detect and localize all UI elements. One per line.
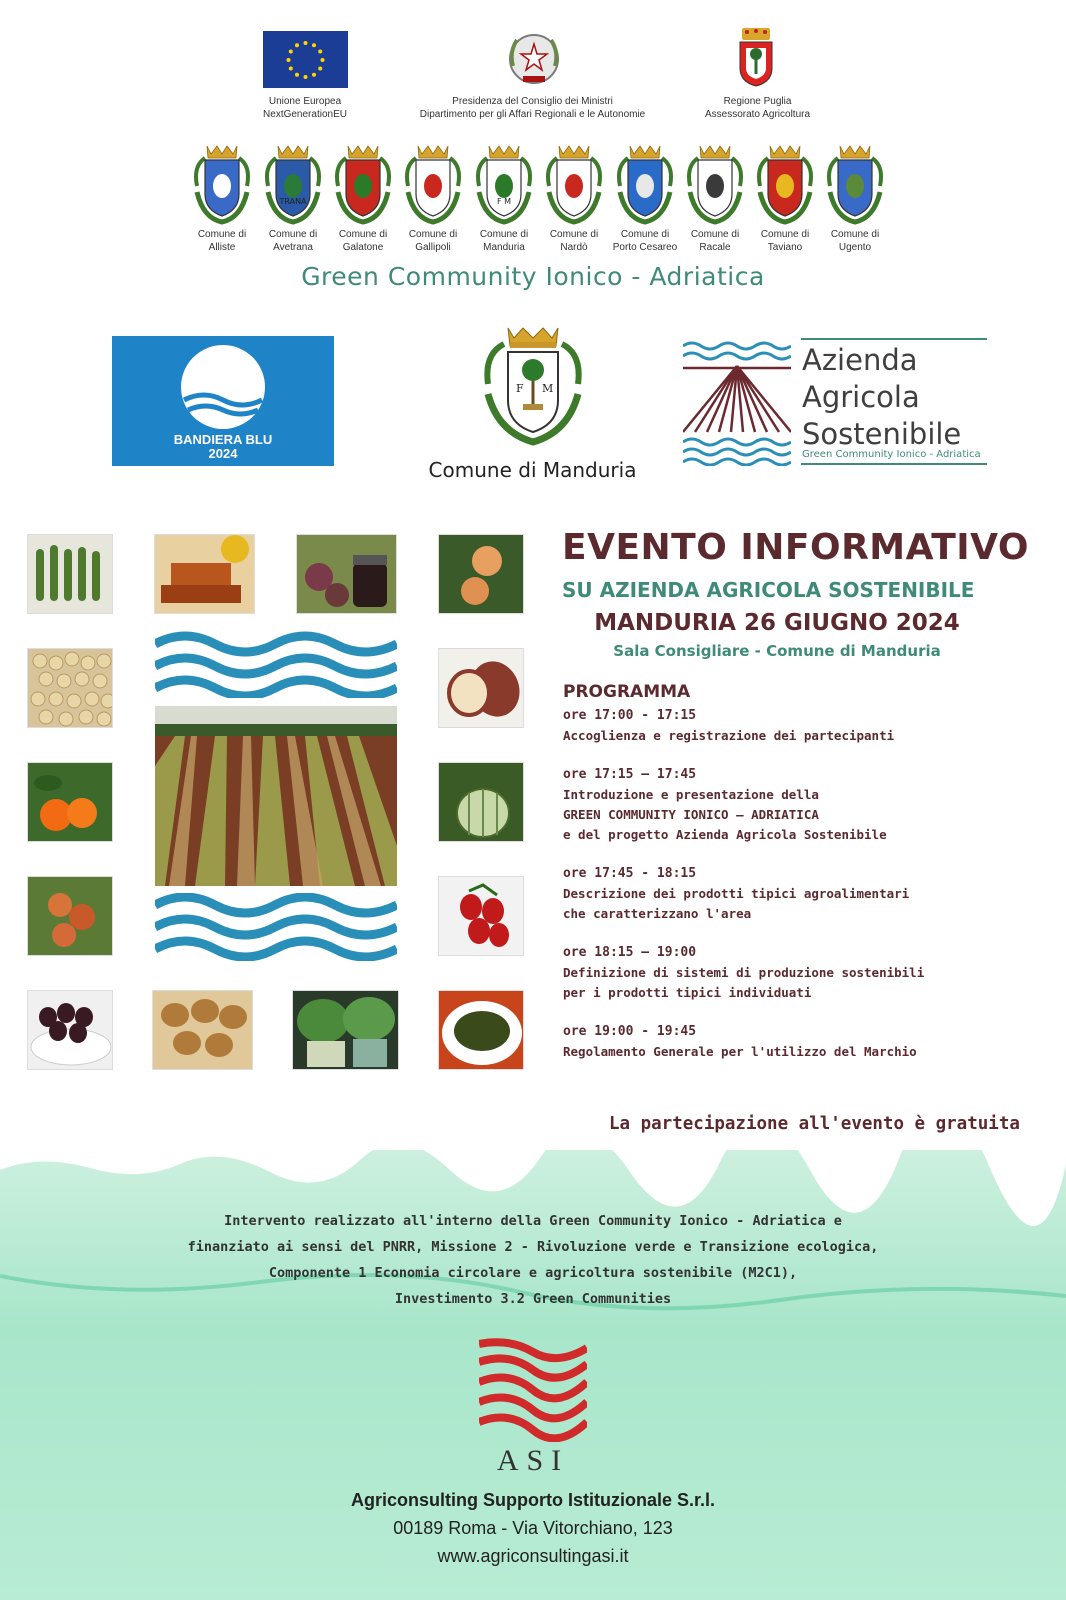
aas-logo-text: [802, 342, 961, 453]
slot-time: ore 17:45 - 18:15: [563, 866, 697, 881]
crest-letter-m: M: [542, 382, 554, 395]
aas-logo-graphic: [683, 338, 791, 466]
comune-crest-6: [610, 142, 680, 254]
center-wave-top: [155, 630, 397, 698]
comune-label: Comune di: [268, 229, 318, 240]
program-slot: [563, 943, 1043, 1003]
crest-icon: [262, 142, 324, 226]
event-subtitle: SU AZIENDA AGRICOLA SOSTENIBILE: [562, 578, 975, 602]
comune-crest-9: [820, 142, 890, 254]
comune-label: Comune di: [690, 229, 740, 240]
pnrr-note: [0, 1208, 1066, 1312]
comune-crest-1: [258, 142, 328, 254]
center-wave-bottom: [155, 893, 397, 961]
photo-figs-jam: [296, 534, 397, 614]
program-slot: [563, 706, 1043, 746]
photo-dried-figs: [152, 990, 253, 1070]
photo-olives: [27, 990, 113, 1070]
comune-crest-4: [469, 142, 539, 254]
comune-caption: [258, 228, 328, 254]
crest-icon: [543, 142, 605, 226]
comune-name: Manduria: [483, 242, 525, 253]
crest-icon: [402, 142, 464, 226]
puglia-crest-icon: [736, 26, 776, 88]
comune-crest-2: [328, 142, 398, 254]
slot-time: ore 19:00 - 19:45: [563, 1024, 697, 1039]
comune-label: Comune di: [620, 229, 670, 240]
center-field-photo: [155, 706, 397, 886]
aas-line2: Agricola: [802, 380, 920, 414]
comune-name: Taviano: [767, 242, 803, 253]
presidenza-caption: [380, 95, 685, 121]
comune-caption: [820, 228, 890, 254]
photo-greens-dish: [438, 990, 524, 1070]
photo-sweet-potato: [438, 648, 524, 728]
aas-line3: Sostenibile: [802, 417, 962, 451]
asi-letters: ASI: [496, 1444, 570, 1477]
bandiera-line1: BANDIERA BLU: [173, 432, 273, 447]
green-community-title: Green Community Ionico - Adriatica: [301, 262, 765, 291]
comune-caption: [328, 228, 398, 254]
aas-logo-divider-top: [801, 338, 987, 340]
photo-apricots: [438, 534, 524, 614]
comune-caption: [680, 228, 750, 254]
slot-line: per i prodotti tipici individuati: [563, 985, 812, 1000]
photo-chickpeas: [27, 648, 113, 728]
comune-label: Comune di: [760, 229, 810, 240]
comune-label: Comune di: [408, 229, 458, 240]
slot-line: Definizione di sistemi di produzione sostenibili: [563, 965, 925, 980]
comune-name: Ugento: [838, 242, 872, 253]
asi-logo-icon: [479, 1338, 587, 1442]
regione-caption-line1: Regione Puglia: [723, 96, 792, 107]
photo-apples: [27, 876, 113, 956]
bandiera-blu-logo: [112, 336, 334, 466]
eu-caption-line2: NextGenerationEU: [263, 109, 347, 120]
program-slot: [563, 1022, 1043, 1062]
pnrr-line: finanziato ai sensi del PNRR, Missione 2 - Rivoluzione verde e Transizione ecologica,: [187, 1239, 879, 1255]
manduria-crest-icon: [478, 324, 588, 452]
crest-icon: [614, 142, 676, 226]
bandiera-wave-icon: [180, 344, 266, 430]
slot-time: ore 17:00 - 17:15: [563, 708, 697, 723]
comune-label: Comune di: [830, 229, 880, 240]
comune-label: Comune di: [549, 229, 599, 240]
slot-line: che caratterizzano l'area: [563, 906, 752, 921]
comune-name: Racale: [699, 242, 731, 253]
pnrr-line: Investimento 3.2 Green Communities: [394, 1291, 672, 1307]
slot-line: e del progetto Azienda Agricola Sostenibile: [563, 827, 887, 842]
crest-icon: [191, 142, 253, 226]
asi-address: 00189 Roma - Via Vitorchiano, 123: [393, 1518, 673, 1538]
bandiera-line2: 2024: [208, 446, 238, 461]
comune-crest-5: [539, 142, 609, 254]
asi-website[interactable]: www.agriconsultingasi.it: [437, 1546, 629, 1566]
photo-vegetables: [292, 990, 399, 1070]
aas-logo-divider-bottom: [801, 463, 987, 465]
asi-company-name: Agriconsulting Supporto Istituzionale S.r.l.: [350, 1490, 715, 1510]
comune-crest-7: [680, 142, 750, 254]
aas-logo-subtitle: Green Community Ionico - Adriatica: [802, 449, 981, 460]
comune-name: Porto Cesareo: [612, 242, 678, 253]
comune-name: Alliste: [208, 242, 236, 253]
event-date: MANDURIA 26 GIUGNO 2024: [594, 610, 960, 636]
slot-line: Accoglienza e registrazione dei partecipanti: [563, 728, 895, 743]
comune-crest-3: [398, 142, 468, 254]
comune-crest-8: [750, 142, 820, 254]
pnrr-line: Componente 1 Economia circolare e agricoltura sostenibile (M2C1),: [268, 1265, 798, 1281]
regione-caption-line2: Assessorato Agricoltura: [704, 109, 811, 120]
event-title: EVENTO INFORMATIVO: [562, 527, 1029, 568]
crest-icon: [754, 142, 816, 226]
comune-name: Galatone: [342, 242, 384, 253]
presidenza-caption-line2: Dipartimento per gli Affari Regionali e le Autonomie: [419, 109, 646, 120]
comune-name: Avetrana: [273, 242, 313, 253]
slot-line: GREEN COMMUNITY IONICO – ADRIATICA: [563, 807, 819, 822]
comune-label: Comune di: [338, 229, 388, 240]
photo-oranges: [27, 762, 113, 842]
comune-caption: [187, 228, 257, 254]
crest-icon: [473, 142, 535, 226]
presidenza-caption-line1: Presidenza del Consiglio dei Ministri: [452, 96, 613, 107]
slot-time: ore 17:15 – 17:45: [563, 767, 697, 782]
italian-emblem-icon: [505, 30, 563, 88]
comune-crest-0: [187, 142, 257, 254]
comune-caption: [398, 228, 468, 254]
comune-name: Gallipoli: [415, 242, 451, 253]
crest-letter-f: F: [516, 382, 524, 395]
slot-line: Descrizione dei prodotti tipici agroalimentari: [563, 886, 910, 901]
photo-melon: [438, 762, 524, 842]
crest-text: TRANA: [279, 197, 307, 206]
comune-label: Comune di: [197, 229, 247, 240]
comune-name: Nardò: [560, 242, 588, 253]
program-slot: [563, 765, 1043, 845]
pnrr-line: Intervento realizzato all'interno della Green Community Ionico - Adriatica e: [224, 1213, 842, 1229]
comune-manduria-label: Comune di Manduria: [428, 458, 637, 482]
photo-peas: [27, 534, 113, 614]
regione-caption: [685, 95, 830, 121]
program-list: [563, 706, 1043, 1081]
comune-caption: [539, 228, 609, 254]
photo-quince-jelly: [154, 534, 255, 614]
comune-caption: [469, 228, 539, 254]
program-heading: PROGRAMMA: [563, 682, 691, 702]
crest-icon: [824, 142, 886, 226]
slot-time: ore 18:15 – 19:00: [563, 945, 697, 960]
slot-line: Introduzione e presentazione della: [563, 787, 819, 802]
event-place: Sala Consigliare - Comune di Manduria: [613, 642, 941, 660]
eu-caption-line1: Unione Europea: [268, 96, 342, 107]
program-slot: [563, 864, 1043, 924]
crest-icon: [684, 142, 746, 226]
comune-caption: [750, 228, 820, 254]
eu-caption: [240, 95, 370, 121]
comune-caption: [610, 228, 680, 254]
crest-text: F M: [496, 197, 512, 206]
free-entry-note: La partecipazione all'evento è gratuita: [609, 1114, 1020, 1134]
comune-label: Comune di: [479, 229, 529, 240]
photo-tomatoes: [438, 876, 524, 956]
crest-icon: [332, 142, 394, 226]
eu-flag-icon: [263, 31, 348, 88]
slot-line: Regolamento Generale per l'utilizzo del Marchio: [563, 1044, 917, 1059]
aas-line1: Azienda: [802, 343, 918, 377]
